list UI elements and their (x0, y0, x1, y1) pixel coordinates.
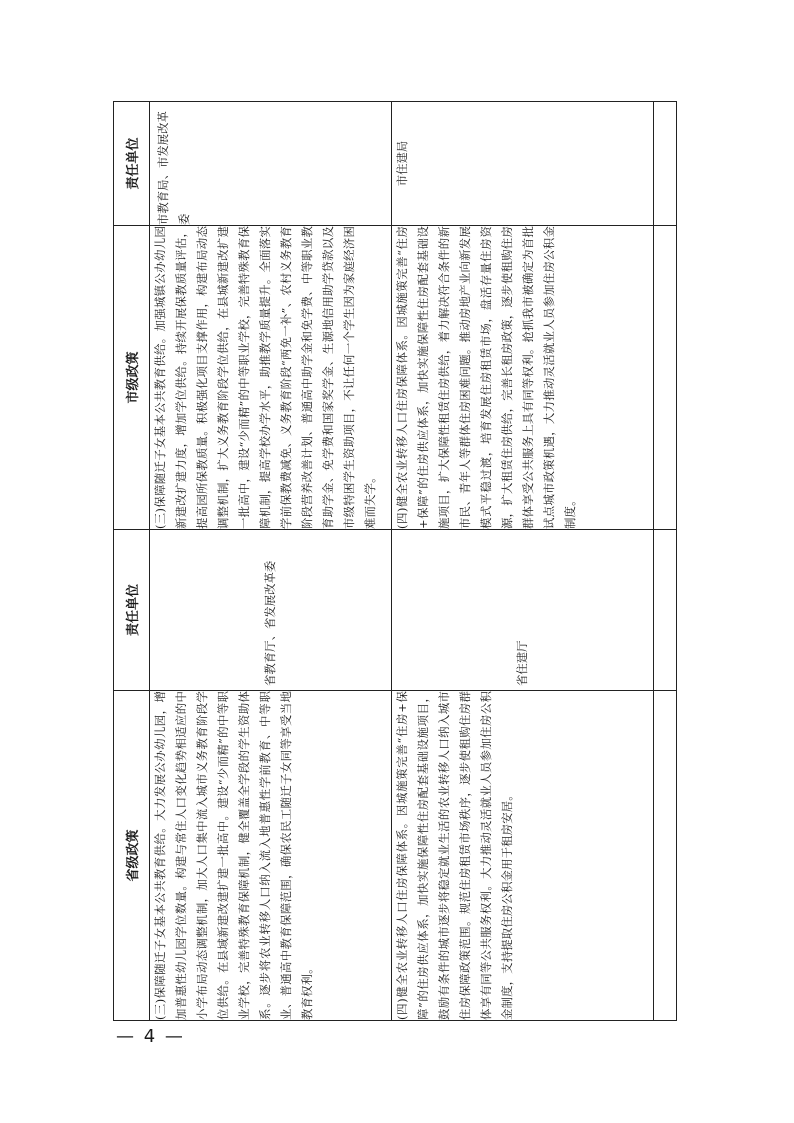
header-provincial-policy: 省级政策 (114, 691, 150, 1021)
header-city-policy: 市级政策 (114, 226, 150, 530)
page-number: — 4 — (116, 1026, 185, 1047)
city-policy-education: (三)保障随迁子女基本公共教育供给。加强城镇公办幼儿园新建改扩建力度，增加学位供给。持续开展保教质量评估，提高园所保教质量。积极强化项目支撑作用，构建布局动态调整机制，扩大义务教育阶段学位供给，在县城新建改扩建一批高中，建设“少而精”的中等职业学校，完善特殊教育保障机制，提高学校办学水平，助推教学质量提升。全面落实学前保教费减免、义务教育阶段“两免一补”、农村义务教育阶段营养改善计划、普通高中助学金和免学费、中等职业教育助学金、免学费和国家奖学金、生源地信用助学贷款以及市级特困学生资助项目，不让任何一个学生因为家庭经济困难而失学。 (150, 226, 392, 530)
empty-cell (654, 691, 677, 1021)
table-row-education (150, 102, 392, 1021)
city-policy-housing: (四)健全农业转移人口住房保障体系。因城施策完善“住房+保障”的住房供应体系，加快实施保障性住房配套基础设施项目，扩大保障性租赁住房供给，着力解决符合条件的新市民、青年人等群体住房困难问题。推动房地产业向新发展模式平稳过渡，培育发展住房租赁市场，盘活存量住房资源，扩大租赁住房供给，完善长租房政策，逐步使租购住房群体享受公共服务上具有同等权利。抢抓我市被确定为首批试点城市政策机遇，大力推动灵活就业人员参加住房公积金制度。 (392, 226, 654, 530)
table-row-empty (654, 102, 677, 1021)
header-provincial-unit: 责任单位 (114, 530, 150, 691)
city-unit-education: 市教育局、市发展改革委 (150, 102, 392, 226)
provincial-policy-housing: (四)健全农业转移人口住房保障体系。因城施策完善“住房+保障”的住房供应体系，加快实施保障性住房配套基础设施项目，鼓励有条件的城市逐步将稳定就业生活的农业转移人口纳入城市住房保障政策范围。规范住房租赁市场秩序，逐步使租购住房群体享有同等公共服务权利。大力推动灵活就业人员参加住房公积金制度，支持提取住房公积金用于租房安居。 (392, 691, 654, 1021)
empty-cell (654, 102, 677, 226)
table-header-row (114, 102, 150, 1021)
provincial-policy-education: (三)保障随迁子女基本公共教育供给。大力发展公办幼儿园，增加普惠性幼儿园学位数量。构建与常住人口变化趋势相适应的中小学布局动态调整机制，加大人口集中流入城市义务教育阶段学位供给。在县域新建改建扩建一批高中。建设“少而精”的中等职业学校，完善特殊教育保障机制，健全覆盖全学段的学生资助体系。逐步将农业转移人口纳入流入地普惠性学前教育、中等职业、普通高中教育保障范围，确保农民工随迁子女同等享受当地教育权利。 (150, 691, 392, 1021)
empty-cell (654, 226, 677, 530)
rotated-table-page (113, 102, 676, 1021)
policy-table (113, 101, 677, 1021)
city-unit-housing: 市住建局 (392, 102, 654, 226)
provincial-unit-housing: 省住建厅 (392, 530, 654, 691)
table-row-housing (392, 102, 654, 1021)
empty-cell (654, 530, 677, 691)
provincial-unit-education: 省教育厅、省发展改革委 (150, 530, 392, 691)
header-city-unit: 责任单位 (114, 102, 150, 226)
